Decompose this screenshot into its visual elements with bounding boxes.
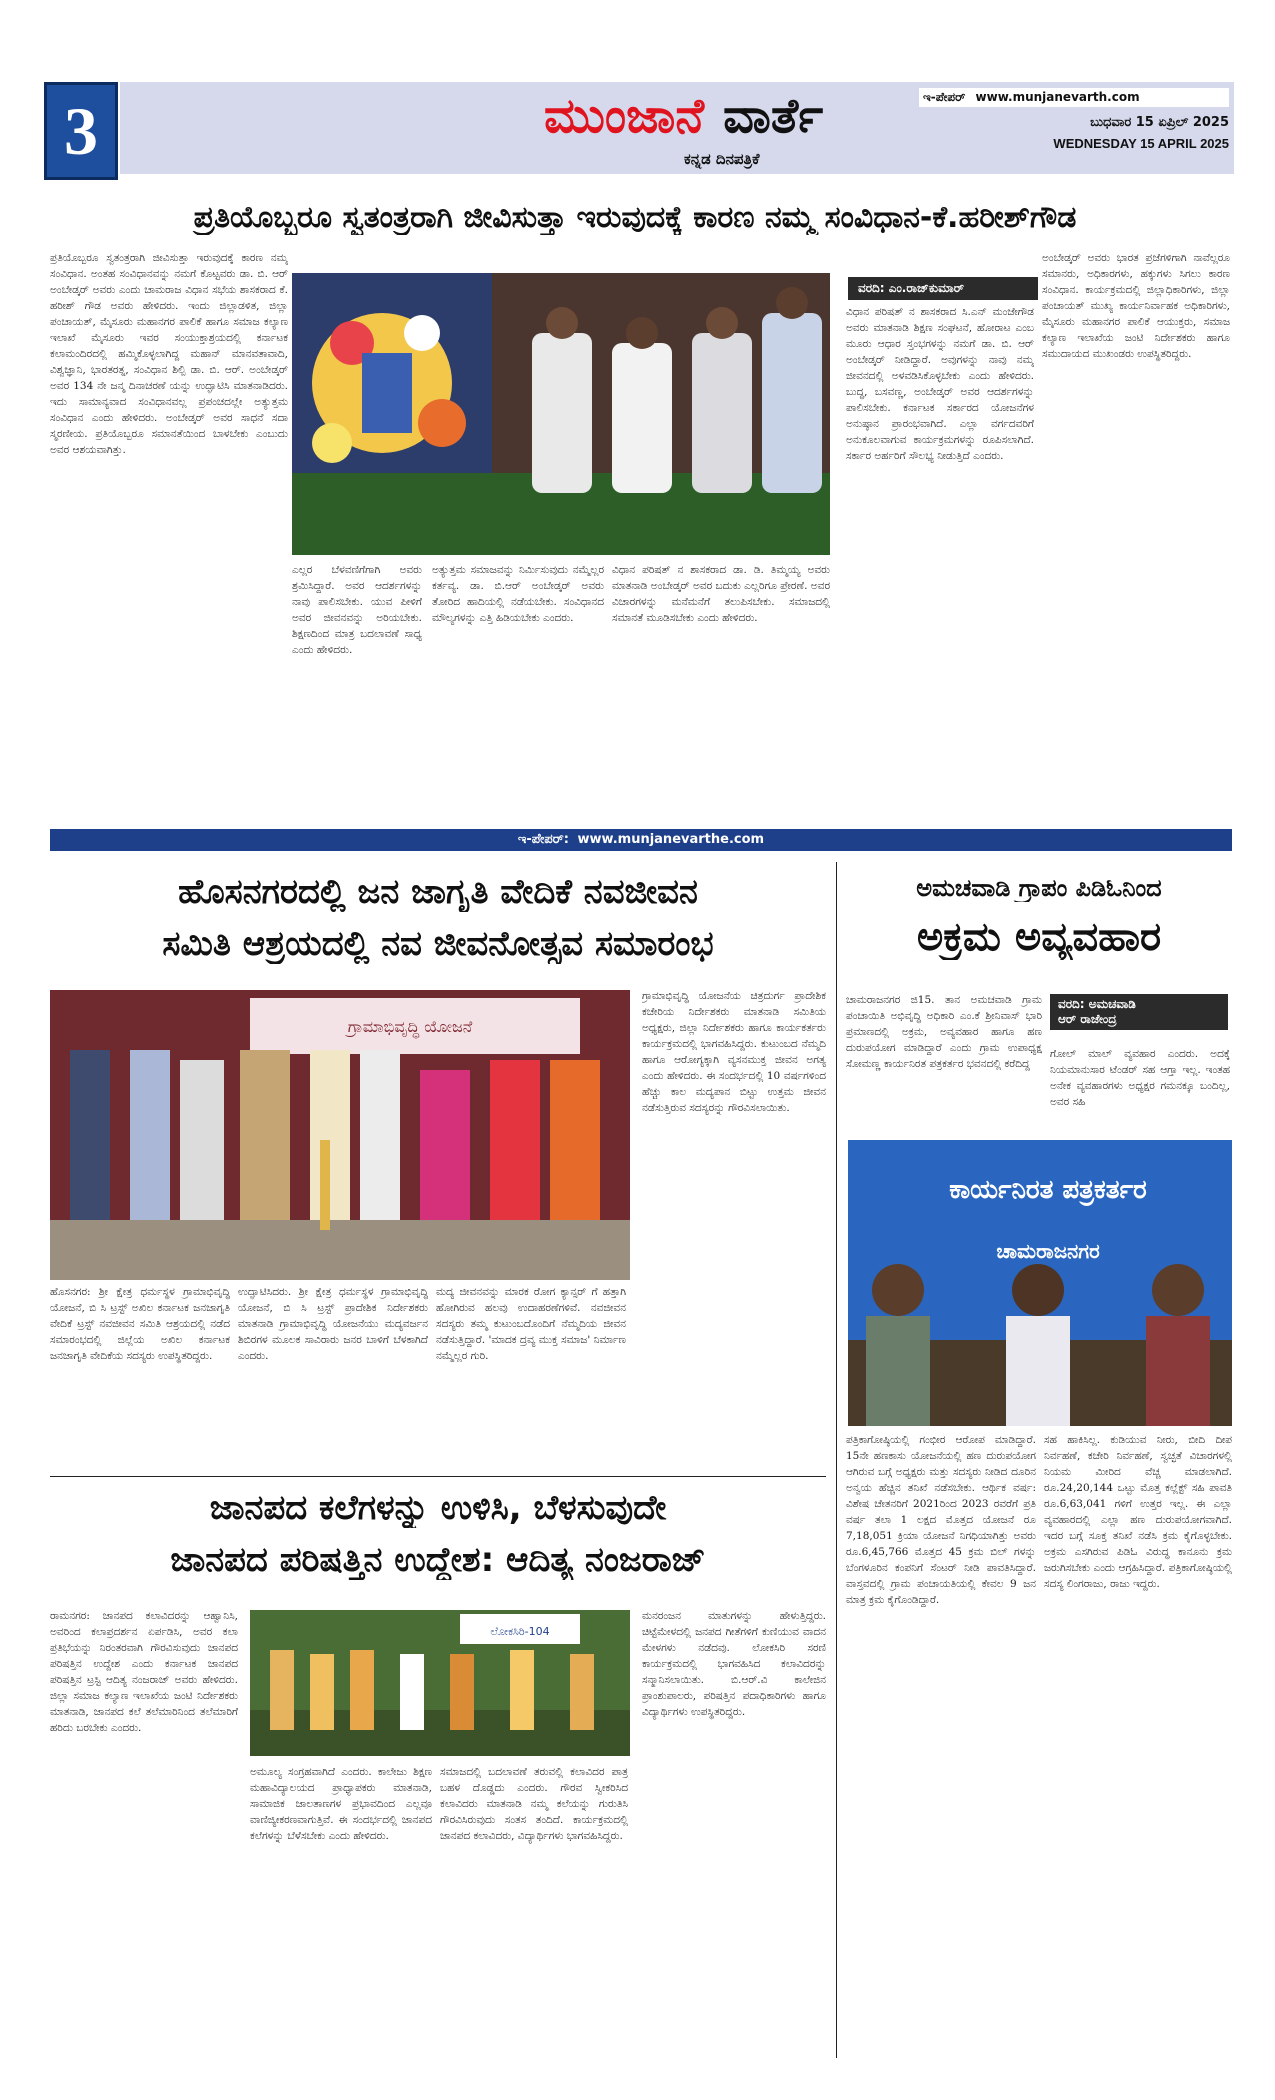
article3-col1: ರಾಮನಗರ: ಜಾನಪದ ಕಲಾವಿದರನ್ನು ಆಹ್ವಾನಿಸಿ, ಅವರಿಂದ ಕಲಾಪ್ರದರ್ಶನ ಏರ್ಪಡಿಸಿ, ಅವರ ಕಲಾ ಪ್ರತಿಭೆಯನ್ನು ನಿರಂತರವಾಗಿ ಗೌರವಿಸುವುದು ಜಾನಪದ ಪರಿಷತ್ತಿನ ಉದ್ದೇಶ ಎಂದು ಕರ್ನಾಟಕ ಜಾನಪದ ಪರಿಷತ್ತಿನ ಟ್ರಸ್ಟಿ ಆದಿತ್ಯ ನಂಜರಾಜ್ ಅವರು ಹೇಳಿದರು. ಜಿಲ್ಲಾ ಸಮಾಜ ಕಲ್ಯಾಣ ಇಲಾಖೆಯ ಜಂಟಿ ನಿರ್ದೇಶಕರು ಮಾತನಾಡಿ, ಜಾನಪದ ಕಲೆ ತಲೆಮಾರಿನಿಂದ ತಲೆಮಾರಿಗೆ ಹರಿದು ಬರಬೇಕು ಎಂದರು. [50,1610,238,1734]
masthead-subtitle: ಕನ್ನಡ ದಿನಪತ್ರಿಕೆ [684,150,760,168]
article2-col1: ಹೊಸನಗರ: ಶ್ರೀ ಕ್ಷೇತ್ರ ಧರ್ಮಸ್ಥಳ ಗ್ರಾಮಾಭಿವೃದ್ಧಿ ಯೋಜನೆ, ಬಿ ಸಿ ಟ್ರಸ್ಟ್ ಅಖಿಲ ಕರ್ನಾಟಕ ಜನಜಾಗೃತಿ ವೇದಿಕೆ ಟ್ರಸ್ಟ್ ನವಜೀವನ ಸಮಿತಿ ಆಶ್ರಯದಲ್ಲಿ ನಡೆದ ಸಮಾರಂಭದಲ್ಲಿ ಜಿಲ್ಲೆಯ ಅಖಿಲ ಕರ್ನಾಟಕ ಜನಜಾಗೃತಿ ವೇದಿಕೆಯ ಸದಸ್ಯರು ಉಪಸ್ಥಿತರಿದ್ದರು. [50,1286,230,1362]
date-english: WEDNESDAY 15 APRIL 2025 [1053,136,1229,151]
article2-col3: ಮದ್ಯ ಜೀವನವನ್ನು ಮಾರಕ ರೋಗ ಕ್ಯಾನ್ಸರ್ ಗೆ ಹತ್ತಾಗಿ ಹೋಗಿರುವ ಹಲವು ಉದಾಹರಣೆಗಳಿವೆ. ನವಜೀವನ ಸದಸ್ಯರು ತಮ್ಮ ಕುಟುಂಬದೊಂದಿಗೆ ನೆಮ್ಮದಿಯ ಜೀವನ ನಡೆಸುತ್ತಿದ್ದಾರೆ. 'ಮಾದಕ ದ್ರವ್ಯ ಮುಕ್ತ ಸಮಾಜ' ನಿರ್ಮಾಣ ನಮ್ಮೆಲ್ಲರ ಗುರಿ. [436,1286,626,1362]
article3-col3: ಸಮಾಜದಲ್ಲಿ ಬದಲಾವಣೆ ತರುವಲ್ಲಿ ಕಲಾವಿದರ ಪಾತ್ರ ಬಹಳ ದೊಡ್ಡದು ಎಂದರು. ಗೌರವ ಸ್ವೀಕರಿಸಿದ ಕಲಾವಿದರು ಮಾತನಾಡಿ ನಮ್ಮ ಕಲೆಯನ್ನು ಗುರುತಿಸಿ ಗೌರವಿಸಿರುವುದು ಸಂತಸ ತಂದಿದೆ. ಕಾರ್ಯಕ್ರಮದಲ್ಲಿ ಜಾನಪದ ಕಲಾವಿದರು, ವಿದ್ಯಾರ್ಥಿಗಳು ಭಾಗವಹಿಸಿದ್ದರು. [440,1766,628,1842]
article4-col1: ಪತ್ರಿಕಾಗೋಷ್ಠಿಯಲ್ಲಿ ಗಂಭೀರ ಆರೋಪ ಮಾಡಿದ್ದಾರೆ. 15ನೇ ಹಣಕಾಸು ಯೋಜನೆಯಲ್ಲಿ ಹಣ ದುರುಪಯೋಗ ಆಗಿರುವ ಬಗ್ಗೆ ಅಧ್ಯಕ್ಷರು ಮತ್ತು ಸದಸ್ಯರು ನೀಡಿದ ದೂರಿನ ಅನ್ವಯ ಹೆಚ್ಚಿನ ತನಿಖೆ ನಡೆಸಬೇಕು. ಆರ್ಥಿಕ ವರ್ಷ: ವಿಶೇಷ ಚೇತನರಿಗೆ 2021ರಿಂದ 2023 ರವರೆಗೆ ಪ್ರತಿ ವರ್ಷ ತಲಾ 1 ಲಕ್ಷದ ಮೊತ್ತದ ಯೋಜನೆ ರೂ 7,18,051 ಕ್ರಿಯಾ ಯೋಜನೆ ನಿಗಧಿಯಾಗಿತ್ತು ಅವರು ರೂ.6,45,766 ಮೊತ್ತದ 45 ಕ್ರಮ ಬಿಲ್ ಗಳನ್ನು ಬೆಂಗಳೂರಿನ ಕಂಪನಿಗೆ ಸೆಂಟರ್ ನೀಡಿ ಪಾವತಿಸಿದ್ದಾರೆ. ವಾಸ್ತವದಲ್ಲಿ ಗ್ರಾಮ ಪಂಚಾಯತಿಯಲ್ಲಿ ಕೇವಲ 9 ಜನ ಮಾತ್ರ ಕ್ರಮ ಕೈಗೊಂಡಿದ್ದಾರೆ. [846,1434,1036,1606]
epaper-line [919,88,1229,107]
article4-byline-line2: ಆರ್ ರಾಜೇಂದ್ರ [1058,1012,1117,1026]
epaper-strip [50,829,1232,851]
article4-byline-line1: ವರದಿ: ಅಮಚವಾಡಿ [1058,997,1136,1011]
article1-col4: ವಿಧಾನ ಪರಿಷತ್ ನ ಶಾಸಕರಾದ ಡಾ. ಡಿ. ತಿಮ್ಮಯ್ಯ ಅವರು ಮಾತನಾಡಿ ಅಂಬೇಡ್ಕರ್ ಅವರ ಬದುಕು ಎಲ್ಲರಿಗೂ ಪ್ರೇರಣೆ. ಅವರ ವಿಚಾರಗಳನ್ನು ಮನೆಮನೆಗೆ ತಲುಪಿಸಬೇಕು. ಸಮಾಜದಲ್ಲಿ ಸಮಾನತೆ ಮೂಡಿಸಬೇಕು ಎಂದು ಹೇಳಿದರು. [612,564,830,624]
ambedkar-ceremony-photo [292,273,830,555]
article2-headline-line1: ಹೊಸನಗರದಲ್ಲಿ ಜನ ಜಾಗೃತಿ ವೇದಿಕೆ ನವಜೀವನ [178,872,698,912]
event-illustration [50,990,630,1280]
title-red: ಮುಂಜಾನೆ [544,88,704,144]
epaper-label: ಇ-ಪೇಪರ್ [923,90,966,104]
press-meet-photo [848,1140,1232,1426]
article2-col4: ಗ್ರಾಮಾಭಿವೃದ್ಧಿ ಯೋಜನೆಯ ಚಿತ್ರದುರ್ಗ ಪ್ರಾದೇಶಿಕ ಕಚೇರಿಯ ನಿರ್ದೇಶಕರು ಮಾತನಾಡಿ ಸಮಿತಿಯ ಅಧ್ಯಕ್ಷರು, ಜಿಲ್ಲಾ ನಿರ್ದೇಶಕರು ಹಾಗೂ ಕಾರ್ಯಕರ್ತರು ಕಾರ್ಯಕ್ರಮದಲ್ಲಿ ಭಾಗವಹಿಸಿದ್ದರು. ಕುಟುಂಬದ ನೆಮ್ಮದಿ ಹಾಗೂ ಆರೋಗ್ಯಕ್ಕಾಗಿ ವ್ಯಸನಮುಕ್ತ ಜೀವನ ಅಗತ್ಯ ಎಂದು ಹೇಳಿದರು. ಈ ಸಂದರ್ಭದಲ್ಲಿ 10 ವರ್ಷಗಳಿಂದ ಹೆಚ್ಚು ಕಾಲ ಮದ್ಯಪಾನ ಬಿಟ್ಟು ಉತ್ತಮ ಜೀವನ ನಡೆಸುತ್ತಿರುವ ಸದಸ್ಯರನ್ನು ಗೌರವಿಸಲಾಯಿತು. [642,990,826,1114]
website-link[interactable]: www.munjanevarth.com [975,90,1140,104]
masthead-right [919,88,1229,151]
page-number-box [44,82,118,180]
press-banner-text2: ಚಾಮರಾಜನಗರ [996,1239,1100,1263]
folk-banner-text: ಲೋಕಸಿರಿ-104 [490,1625,550,1638]
divider-vertical [836,862,837,2058]
folk-dance-photo [250,1610,630,1756]
navajeevana-event-photo [50,990,630,1280]
article1-headline: ಪ್ರತಿಯೊಬ್ಬರೂ ಸ್ವತಂತ್ರರಾಗಿ ಜೀವಿಸುತ್ತಾ ಇರುವುದಕ್ಕೆ ಕಾರಣ ನಮ್ಮ ಸಂವಿಧಾನ-ಕೆ.ಹರೀಶ್‌ಗೌಡ [193,200,1077,235]
masthead [44,82,1234,178]
article4-col2: ಸಹ ಹಾಕಿಸಿಲ್ಲ. ಕುಡಿಯುವ ನೀರು, ಬೀದಿ ದೀಪ ನಿರ್ವಹಣೆ, ಕಚೇರಿ ನಿರ್ವಹಣೆ, ಸ್ವಚ್ಛತೆ ವಿಚಾರಗಳಲ್ಲಿ ನಿಯಮ ಮೀರಿದ ವೆಚ್ಚ ಮಾಡಲಾಗಿದೆ. ರೂ.24,20,144 ಒಟ್ಟು ಮೊತ್ತ ಕಲ್ಲೆಕ್ಟ್ ಸಹಿ ಪಾವತಿ ರೂ.6,63,041 ಗಳಿಗೆ ಉತ್ತರ ಇಲ್ಲ. ಈ ಎಲ್ಲಾ ವ್ಯವಹಾರದಲ್ಲಿ ಎಲ್ಲಾ ಹಣ ದುರುಪಯೋಗವಾಗಿದೆ. ಇದರ ಬಗ್ಗೆ ಸೂಕ್ತ ತನಿಖೆ ನಡೆಸಿ ಕ್ರಮ ಕೈಗೊಳ್ಳಬೇಕು. ಅಕ್ರಮ ಎಸಗಿರುವ ಪಿಡಿಓ ವಿರುದ್ಧ ಕಾನೂನು ಕ್ರಮ ಜರುಗಿಸಬೇಕು ಎಂದು ಆಗ್ರಹಿಸಿದ್ದಾರೆ. ಪತ್ರಿಕಾಗೋಷ್ಠಿಯಲ್ಲಿ ಸದಸ್ಯ ಲಿಂಗರಾಜು, ರಾಜು ಇದ್ದರು. [1044,1434,1232,1590]
ceremony-illustration [292,273,830,555]
press-banner-text: ಕಾರ್ಯನಿರತ ಪತ್ರಕರ್ತರ [949,1175,1147,1205]
article3-col2: ಅಮೂಲ್ಯ ಸಂಗ್ರಹವಾಗಿದೆ ಎಂದರು. ಕಾಲೇಜು ಶಿಕ್ಷಣ ಮಹಾವಿದ್ಯಾಲಯದ ಪ್ರಾಧ್ಯಾಪಕರು ಮಾತನಾಡಿ, ಸಾಮಾಜಿಕ ಜಾಲತಾಣಗಳ ಪ್ರಭಾವದಿಂದ ಎಲ್ಲವೂ ವಾಣಿಜ್ಯೀಕರಣವಾಗುತ್ತಿವೆ. ಈ ಸಂದರ್ಭದಲ್ಲಿ ಜಾನಪದ ಕಲೆಗಳನ್ನು ಬೆಳೆಸಬೇಕು ಎಂದು ಹೇಳಿದರು. [250,1766,432,1842]
article4-byline [1050,994,1228,1030]
article1-col1: ಪ್ರತಿಯೊಬ್ಬರೂ ಸ್ವತಂತ್ರರಾಗಿ ಜೀವಿಸುತ್ತಾ ಇರುವುದಕ್ಕೆ ಕಾರಣ ನಮ್ಮ ಸಂವಿಧಾನ. ಅಂತಹ ಸಂವಿಧಾನವನ್ನು ನಮಗೆ ಕೊಟ್ಟವರು ಡಾ. ಬಿ. ಆರ್ ಅಂಬೇಡ್ಕರ್ ಅವರು ಎಂದು ಚಾಮರಾಜ ವಿಧಾನ ಸಭೆಯ ಶಾಸಕರಾದ ಕೆ. ಹರೀಶ್ ಗೌಡ ಅವರು ಹೇಳಿದರು. ಇಂದು ಜಿಲ್ಲಾಡಳಿತ, ಜಿಲ್ಲಾ ಪಂಚಾಯತ್, ಮೈಸೂರು ಮಹಾನಗರ ಪಾಲಿಕೆ ಹಾಗೂ ಸಮಾಜ ಕಲ್ಯಾಣ ಇಲಾಖೆ ಮೈಸೂರು ಇವರ ಸಂಯುಕ್ತಾಶ್ರಯದಲ್ಲಿ ಕರ್ನಾಟಕ ಕಲಾಮಂದಿರದಲ್ಲಿ ಹಮ್ಮಿಕೊಳ್ಳಲಾಗಿದ್ದ ಮಹಾನ್ ಮಾನವತಾವಾದಿ, ವಿಶ್ವಜ್ಞಾನಿ, ಭಾರತರತ್ನ, ಸಂವಿಧಾನ ಶಿಲ್ಪಿ ಡಾ. ಬಿ. ಆರ್. ಅಂಬೇಡ್ಕರ್ ಅವರ 134 ನೇ ಜನ್ಮ ದಿನಾಚರಣೆ ಯನ್ನು ಉದ್ಘಾಟಿಸಿ ಮಾತನಾಡಿದರು. ಇದು ಸಾಮಾನ್ಯವಾದ ಸಂವಿಧಾನವಲ್ಲ ಪ್ರಪಂಚದಲ್ಲೇ ಅತ್ಯುತ್ತಮ ಸಂವಿಧಾನ ಎಂದು ಹೇಳಿದರು. ಅಂಬೇಡ್ಕರ್ ಅವರ ಸಾಧನೆ ಸದಾ ಸ್ಮರಣೀಯ. ಪ್ರತಿಯೊಬ್ಬರೂ ಸಮಾನತೆಯಿಂದ ಬಾಳಬೇಕು ಎಂಬುದು ಅವರ ಆಶಯವಾಗಿತ್ತು. [50,252,288,456]
folk-illustration [250,1610,630,1756]
article2-col2: ಉದ್ಘಾಟಿಸಿದರು. ಶ್ರೀ ಕ್ಷೇತ್ರ ಧರ್ಮಸ್ಥಳ ಗ್ರಾಮಾಭಿವೃದ್ಧಿ ಯೋಜನೆ, ಬಿ ಸಿ ಟ್ರಸ್ಟ್ ಪ್ರಾದೇಶಿಕ ನಿರ್ದೇಶಕರು ಮಾತನಾಡಿ ಗ್ರಾಮಾಭಿವೃದ್ಧಿ ಯೋಜನೆಯು ಮದ್ಯವರ್ಜನ ಶಿಬಿರಗಳ ಮೂಲಕ ಸಾವಿರಾರು ಜನರ ಬಾಳಿಗೆ ಬೆಳಕಾಗಿದೆ ಎಂದರು. [238,1286,428,1362]
article1-col6: ಅಂಬೇಡ್ಕರ್ ಅವರು ಭಾರತ ಪ್ರಜೆಗಳಿಗಾಗಿ ನಾವೆಲ್ಲರೂ ಸಮಾನರು, ಅಧಿಕಾರಗಳು, ಹಕ್ಕುಗಳು ಸಿಗಲು ಕಾರಣ ಸಂವಿಧಾನ. ಕಾರ್ಯಕ್ರಮದಲ್ಲಿ ಜಿಲ್ಲಾಧಿಕಾರಿಗಳು, ಜಿಲ್ಲಾ ಪಂಚಾಯತ್ ಮುಖ್ಯ ಕಾರ್ಯನಿರ್ವಾಹಕ ಅಧಿಕಾರಿಗಳು, ಮೈಸೂರು ಮಹಾನಗರ ಪಾಲಿಕೆ ಆಯುಕ್ತರು, ಸಮಾಜ ಕಲ್ಯಾಣ ಇಲಾಖೆಯ ಜಂಟಿ ನಿರ್ದೇಶಕರು ಹಾಗೂ ಸಮುದಾಯದ ಮುಖಂಡರು ಉಪಸ್ಥಿತರಿದ್ದರು. [1042,252,1230,360]
strip-epaper-label: ಇ-ಪೇಪರ್: [517,832,569,847]
date-kannada: ಬುಧವಾರ 15 ಏಪ್ರಿಲ್ 2025 [1090,115,1229,130]
article4-headline-line1: ಅಮಚವಾಡಿ ಗ್ರಾಪಂ ಪಿಡಿಓನಿಂದ [916,874,1162,902]
article3-headline-line2: ಜಾನಪದ ಪರಿಷತ್ತಿನ ಉದ್ದೇಶ: ಆದಿತ್ಯ ನಂಜರಾಜ್ [170,1540,706,1580]
article1-col5: ವಿಧಾನ ಪರಿಷತ್ ನ ಶಾಸಕರಾದ ಸಿ.ಎನ್ ಮಂಜೇಗೌಡ ಅವರು ಮಾತನಾಡಿ ಶಿಕ್ಷಣ ಸಂಘಟನೆ, ಹೋರಾಟ ಎಂಬ ಮೂರು ಆಧಾರ ಸ್ತಂಭಗಳನ್ನು ನಮಗೆ ಡಾ. ಬಿ. ಆರ್ ಅಂಬೇಡ್ಕರ್ ನೀಡಿದ್ದಾರೆ. ಅವುಗಳನ್ನು ನಾವು ನಮ್ಮ ಜೀವನದಲ್ಲಿ ಅಳವಡಿಸಿಕೊಳ್ಳಬೇಕು ಎಂದು ಹೇಳಿದರು. ಬುದ್ಧ, ಬಸವಣ್ಣ, ಅಂಬೇಡ್ಕರ್ ಅವರ ಆದರ್ಶಗಳನ್ನು ಪಾಲಿಸಬೇಕು. ಕರ್ನಾಟಕ ಸರ್ಕಾರದ ಯೋಜನೆಗಳ ಅನುಷ್ಠಾನ ಪ್ರಾರಂಭವಾಗಿದೆ. ಎಲ್ಲಾ ವರ್ಗದವರಿಗೆ ಅನುಕೂಲವಾಗುವ ಕಾರ್ಯಕ್ರಮಗಳನ್ನು ರೂಪಿಸಲಾಗಿದೆ. ಸರ್ಕಾರ ಅರ್ಹರಿಗೆ ಸೌಲಭ್ಯ ನೀಡುತ್ತಿದೆ ಎಂದರು. [846,306,1034,462]
article3-headline-line1: ಜಾನಪದ ಕಲೆಗಳನ್ನು ಉಳಿಸಿ, ಬೆಳಸುವುದೇ [209,1488,667,1528]
article1-col2: ಎಲ್ಲರ ಬೆಳವಣಿಗೆಗಾಗಿ ಅವರು ಶ್ರಮಿಸಿದ್ದಾರೆ. ಅವರ ಆದರ್ಶಗಳನ್ನು ನಾವು ಪಾಲಿಸಬೇಕು. ಯುವ ಪೀಳಿಗೆ ಅವರ ಜೀವನವನ್ನು ಅರಿಯಬೇಕು. ಶಿಕ್ಷಣದಿಂದ ಮಾತ್ರ ಬದಲಾವಣೆ ಸಾಧ್ಯ ಎಂದು ಹೇಳಿದರು. [292,564,422,656]
page-number: 3 [64,93,98,169]
title-black: ವಾರ್ತೆ [723,88,824,144]
article4-side-text: ಗೋಲ್ ಮಾಲ್ ವ್ಯವಹಾರ ಎಂದರು. ಅದಕ್ಕೆ ನಿಯಮಾನುಸಾರ ಟೆಂಡರ್ ಸಹ ಆಗ್ತಾ ಇಲ್ಲ. ಇಂತಹ ಅನೇಕ ವ್ಯವಹಾರಗಳು ಅಧ್ಯಕ್ಷರ ಗಮನಕ್ಕೂ ಬಂದಿಲ್ಲ, ಅವರ ಸಹಿ [1050,1048,1230,1108]
event-banner-text: ಗ್ರಾಮಾಭಿವೃದ್ಧಿ ಯೋಜನೆ [347,1017,473,1036]
article4-intro: ಚಾಮರಾಜನಗರ ಜಿ15. ತಾನ ಅಮಚವಾಡಿ ಗ್ರಾಮ ಪಂಚಾಯಿತಿ ಅಭಿವೃದ್ಧಿ ಅಧಿಕಾರಿ ಎಂ.ಕೆ ಶ್ರೀನಿವಾಸ್ ಭಾರಿ ಪ್ರಮಾಣದಲ್ಲಿ ಅಕ್ರಮ, ಅವ್ಯವಹಾರ ಹಾಗೂ ಹಣ ದುರುಪಯೋಗ ಮಾಡಿದ್ದಾರೆ ಎಂದು ಗ್ರಾಮ ಉಪಾಧ್ಯಕ್ಷ ಸೋಮಣ್ಣ ಕಾರ್ಯನಿರತ ಪತ್ರಕರ್ತರ ಭವನದಲ್ಲಿ ಕರೆದಿದ್ದ [846,994,1042,1070]
press-illustration [848,1140,1232,1426]
article1-col3: ಅತ್ಯುತ್ತಮ ಸಮಾಜವನ್ನು ನಿರ್ಮಿಸುವುದು ನಮ್ಮೆಲ್ಲರ ಕರ್ತವ್ಯ. ಡಾ. ಬಿ.ಆರ್ ಅಂಬೇಡ್ಕರ್ ಅವರು ತೋರಿದ ಹಾದಿಯಲ್ಲಿ ನಡೆಯಬೇಕು. ಸಂವಿಧಾನದ ಮೌಲ್ಯಗಳನ್ನು ಎತ್ತಿ ಹಿಡಿಯಬೇಕು ಎಂದರು. [432,564,604,624]
article4-headline-line2: ಅಕ್ರಮ ಅವ್ಯವಹಾರ [916,914,1162,960]
article3-col4: ಮನರಂಜನ ಮಾತುಗಳನ್ನು ಹೇಳುತ್ತಿದ್ದರು. ಚಿಟ್ಟೆಮೇಳದಲ್ಲಿ ಜನಪದ ಗೀತೆಗಳಿಗೆ ಕುಣಿಯುವ ವಾದನ ಮೇಳಗಳು ನಡೆದವು. ಲೋಕಸಿರಿ ಸರಣಿ ಕಾರ್ಯಕ್ರಮದಲ್ಲಿ ಭಾಗವಹಿಸಿದ ಕಲಾವಿದರನ್ನು ಸನ್ಮಾನಿಸಲಾಯಿತು. ಬಿ.ಆರ್.ವಿ ಕಾಲೇಜಿನ ಪ್ರಾಂಶುಪಾಲರು, ಪರಿಷತ್ತಿನ ಪದಾಧಿಕಾರಿಗಳು ಹಾಗೂ ವಿದ್ಯಾರ್ಥಿಗಳು ಉಪಸ್ಥಿತರಿದ್ದರು. [642,1610,826,1718]
divider-horizontal [50,1476,826,1477]
strip-website-link[interactable]: www.munjanevarthe.com [577,832,765,847]
article1-byline: ವರದಿ: ಎಂ.ರಾಜ್‌ಕುಮಾರ್ [848,277,1038,300]
article2-headline-line2: ಸಮಿತಿ ಆಶ್ರಯದಲ್ಲಿ ನವ ಜೀವನೋತ್ಸವ ಸಮಾರಂಭ [162,924,714,964]
masthead-title [544,88,823,145]
